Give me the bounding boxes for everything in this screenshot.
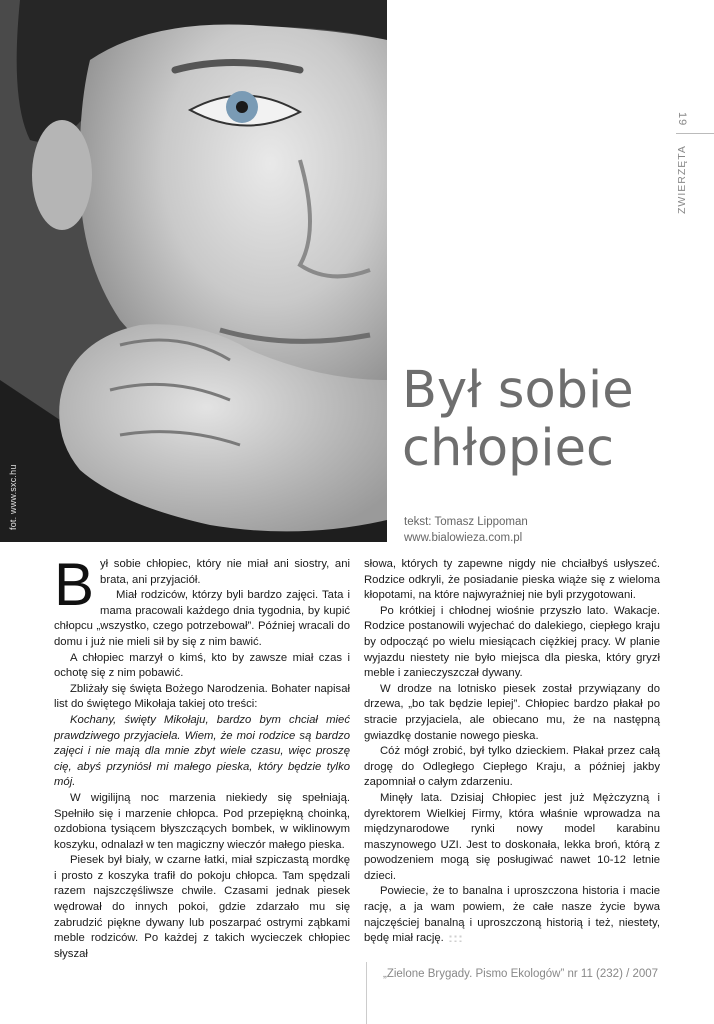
photo-credit: fot. www.sxc.hu <box>8 464 18 530</box>
letter-quote: Kochany, święty Mikołaju, bardzo bym chciał mieć prawdziwego przyjaciela. Wiem, że moi rodzice są bardzo zajęci i nie mają dla mnie zbyt wiele czasu, więc proszę cię, abyś przyniósł mi małego pieska, który będzie tylko mój. <box>54 713 350 789</box>
article-title <box>402 362 702 478</box>
footer-divider <box>366 962 367 1024</box>
paragraph: A chłopiec marzył o kimś, kto by zawsze miał czas i ochotę się z nim pobawić. <box>54 651 350 680</box>
text-column-right <box>364 557 660 947</box>
side-divider <box>676 133 714 134</box>
end-of-article-icon <box>448 934 462 942</box>
paragraph: Miał rodziców, którzy byli bardzo zajęci. Tata i mama pracowali każdego dnia tygodnia, by kupić chłopcu „wszystko, czego potrzebował”. Później wracali do domu i już nie mieli sił by się z nim bawić. <box>54 589 350 648</box>
paragraph: słowa, których ty zapewne nigdy nie chciałbyś usłyszeć. Rodzice odkryli, że posiadanie pieska wiąże się z wieloma kłopotami, na które najwyraźniej nie byli przygotowani. <box>364 558 660 602</box>
text-column-left <box>54 551 350 962</box>
paragraph: Cóż mógł zrobić, był tylko dzieckiem. Płakał przez całą drogę do Odległego Ciepłego Kraju, a później jakby zapomniał o całym zdarzeniu. <box>364 745 660 789</box>
byline <box>404 514 528 546</box>
byline-site: www.bialowieza.com.pl <box>404 532 523 544</box>
paragraph: Był sobie chłopiec, który nie miał ani siostry, ani brata, ani przyjaciół. <box>54 551 350 618</box>
page-number: 19 <box>676 112 688 127</box>
paragraph: W wigilijną noc marzenia niekiedy się spełniają. Spełniło się i marzenie chłopca. Pod przepiękną choinką, ozdobiona tysiącem błyszczących bombek, w wiklinowym koszyku, odnalazł w ten magiczny wieczór małego pieska. <box>54 791 350 851</box>
title-line-1: Był sobie <box>402 361 634 420</box>
paragraph: Powiecie, że to banalna i uproszczona historia i macie rację, a ja wam powiem, że całe nasze życie bywa najczęściej banalną i uproszczoną historią i też, niestety, będę miał rację. <box>364 885 660 945</box>
paragraph: Minęły lata. Dzisiaj Chłopiec jest już Mężczyzną i dyrektorem Wielkiej Firmy, która właśnie wprowadza na międzynarodowe rynki nowy model karabinu maszynowego UZI. Jest to doskonała, lekka broń, którą z powodzeniem mogą się posługiwać nawet 10-12 letnie dzieci. <box>364 791 660 882</box>
paragraph: Po krótkiej i chłodnej wiośnie przyszło lato. Wakacje. Rodzice postanowili wyjechać do dalekiego, ciepłego kraju by odpocząć po wielu miesiącach ciężkiej pracy. W planie wyjazdu niestety nie było miejsca dla pieska, który gryzł meble i zanieczyszczał dywany. <box>364 604 660 680</box>
boy-portrait-illustration <box>0 0 387 542</box>
paragraph: W drodze na lotnisko piesek został przywiązany do drzewa, „bo tak będzie lepiej”. Chłopiec bardzo płakał po stracie przyjaciela, ale obiecano mu, że na następną gwiazdkę dostanie nowego pieska. <box>364 682 660 742</box>
drop-cap: B <box>54 551 95 618</box>
byline-author: tekst: Tomasz Lippoman <box>404 516 528 528</box>
footer-publication: „Zielone Brygady. Pismo Ekologów” nr 11 (232) / 2007 <box>383 968 659 980</box>
title-line-2: chłopiec <box>402 419 615 478</box>
article-photo <box>0 0 387 542</box>
paragraph: Piesek był biały, w czarne łatki, miał szpiczastą mordkę i prosto z koszyka trafił do pokoju chłopca. Tam spędzali razem najszczęśliwsze chwile. Czasami jednak piesek wędrował do innych pokoi, gdzie zdarzało mu się zabrudzić piękne dywany lub poszarpać ostrymi ząbkami meble rodziców. Po każdej z takich wycieczek chłopiec słyszał <box>54 854 350 960</box>
paragraph: Zbliżały się święta Bożego Narodzenia. Bohater napisał list do świętego Mikołaja takiej oto treści: <box>54 682 350 711</box>
section-label: ZWIERZĘTA <box>676 145 688 214</box>
